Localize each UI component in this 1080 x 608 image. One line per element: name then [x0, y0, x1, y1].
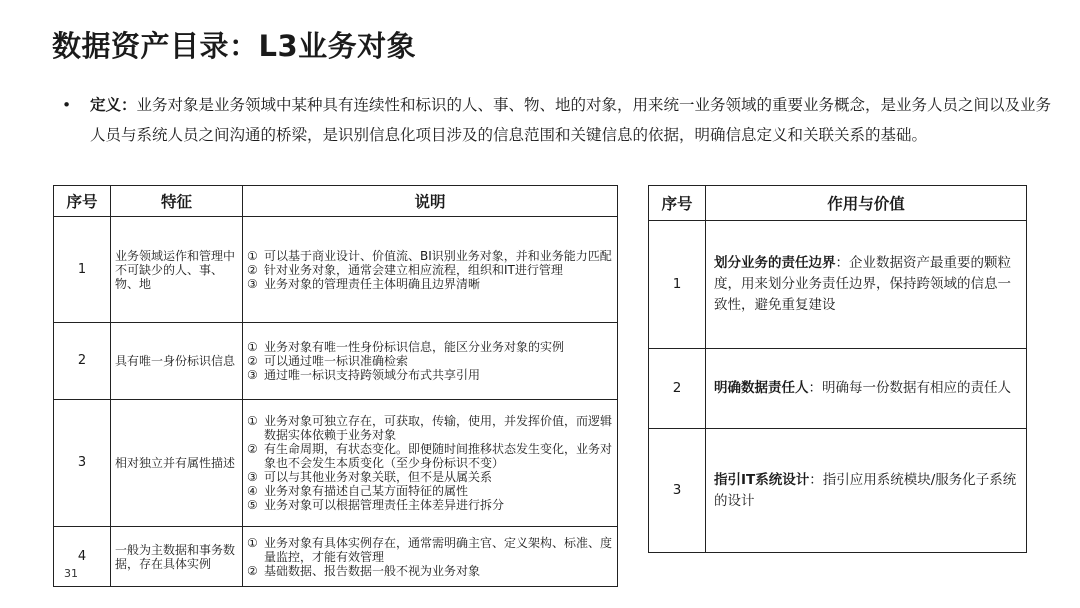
row-description: [243, 323, 618, 400]
list-item: [247, 368, 613, 382]
row-feature: 相对独立并有属性描述: [111, 400, 243, 527]
header-feature: 特征: [111, 186, 243, 217]
row-no: 2: [649, 349, 706, 429]
list-item: [247, 354, 613, 368]
item-text: 业务对象可独立存在，可获取，传输，使用，并发挥价值，而逻辑数据实体依赖于业务对象: [264, 414, 613, 442]
list-item: [247, 484, 613, 498]
row-no: 2: [54, 323, 111, 400]
value-term: 划分业务的责任边界: [714, 255, 836, 271]
definition-term: 定义：: [90, 96, 137, 114]
table-row: [649, 429, 1027, 553]
item-text: 业务对象有具体实例存在，通常需明确主官、定义架构、标准、度量监控，才能有效管理: [264, 535, 613, 564]
bullet-icon: •: [62, 96, 72, 114]
row-no: 3: [649, 429, 706, 553]
list-item: [247, 498, 613, 512]
table-row: [54, 217, 618, 323]
value-text: ：指引应用系统模块/服务化子系统的设计: [714, 471, 1017, 509]
features-table-header: [54, 186, 618, 217]
list-item: [247, 470, 613, 484]
row-description: [243, 527, 618, 587]
list-item: [247, 277, 613, 291]
item-text: 业务对象可以根据管理责任主体差异进行拆分: [264, 498, 505, 512]
table-row: [649, 221, 1027, 349]
item-marker: ①: [247, 535, 258, 550]
table-row: [54, 527, 618, 587]
row-no: 1: [649, 221, 706, 349]
item-text: 可以与其他业务对象关联，但不是从属关系: [264, 470, 493, 484]
header-description: 说明: [243, 186, 618, 217]
row-value: [706, 221, 1027, 349]
definition-text: 业务对象是业务领域中某种具有连续性和标识的人、事、物、地的对象，用来统一业务领域的重要业务概念，是业务人员之间以及业务人员与系统人员之间沟通的桥梁，是识别信息化项目涉及的信息范围和关键信息的依据，明确信息定义和关联关系的基础。: [90, 96, 1052, 144]
item-text: 可以通过唯一标识准确检索: [264, 354, 409, 368]
item-marker: ⑤: [247, 498, 258, 512]
row-no: 1: [54, 217, 111, 323]
row-no: 3: [54, 400, 111, 527]
table-row: [649, 349, 1027, 429]
value-term: 明确数据责任人: [714, 380, 809, 396]
item-text: 业务对象有描述自己某方面特征的属性: [264, 484, 469, 498]
row-description: [243, 400, 618, 527]
row-feature: 一般为主数据和事务数据，存在具体实例: [111, 527, 243, 587]
header-no: 序号: [649, 186, 706, 221]
page-number: 31: [64, 567, 78, 580]
item-text: 业务对象有唯一性身份标识信息，能区分业务对象的实例: [264, 340, 565, 354]
table-row: [54, 323, 618, 400]
item-marker: ③: [247, 470, 258, 484]
list-item: [247, 249, 613, 263]
header-no: 序号: [54, 186, 111, 217]
item-marker: ②: [247, 442, 258, 456]
value-table: [648, 185, 1027, 553]
item-marker: ②: [247, 354, 258, 368]
item-marker: ④: [247, 484, 258, 498]
list-item: [247, 564, 613, 578]
row-feature: 业务领域运作和管理中不可缺少的人、事、物、地: [111, 217, 243, 323]
value-term: 指引IT系统设计: [714, 471, 810, 488]
item-text: 有生命周期，有状态变化。即便随时间推移状态发生变化，业务对象也不会发生本质变化（至少身份标识不变）: [264, 442, 613, 470]
value-table-header: [649, 186, 1027, 221]
row-description: [243, 217, 618, 323]
value-text: ：明确每一份数据有相应的责任人: [808, 380, 1011, 396]
item-text: 通过唯一标识支持跨领域分布式共享引用: [264, 368, 481, 382]
item-marker: ③: [247, 368, 258, 382]
item-text: 基础数据、报告数据一般不视为业务对象: [264, 563, 481, 578]
header-value: 作用与价值: [706, 186, 1027, 221]
definition-paragraph: [62, 90, 1052, 150]
list-item: [247, 414, 613, 442]
table-row: [54, 400, 618, 527]
item-marker: ③: [247, 276, 258, 291]
row-no: 4: [54, 527, 111, 587]
item-marker: ①: [247, 248, 258, 263]
item-marker: ②: [247, 262, 258, 277]
item-marker: ①: [247, 340, 258, 354]
item-text: 业务对象的管理责任主体明确且边界清晰: [264, 276, 481, 291]
list-item: [247, 442, 613, 470]
row-value: [706, 349, 1027, 429]
list-item: [247, 340, 613, 354]
item-text: 针对业务对象，通常会建立相应流程，组织和IT进行管理: [264, 262, 563, 277]
row-feature: 具有唯一身份标识信息: [111, 323, 243, 400]
list-item: [247, 536, 613, 564]
item-text: 可以基于商业设计、价值流、BI识别业务对象，并和业务能力匹配: [264, 248, 612, 263]
item-marker: ②: [247, 563, 258, 578]
row-value: [706, 429, 1027, 553]
list-item: [247, 263, 613, 277]
slide-title: 数据资产目录：L3业务对象: [52, 29, 417, 63]
features-table: [53, 185, 618, 587]
value-text: ：企业数据资产最重要的颗粒度，用来划分业务责任边界，保持跨领域的信息一致性，避免重复建设: [714, 255, 1011, 313]
item-marker: ①: [247, 414, 258, 428]
